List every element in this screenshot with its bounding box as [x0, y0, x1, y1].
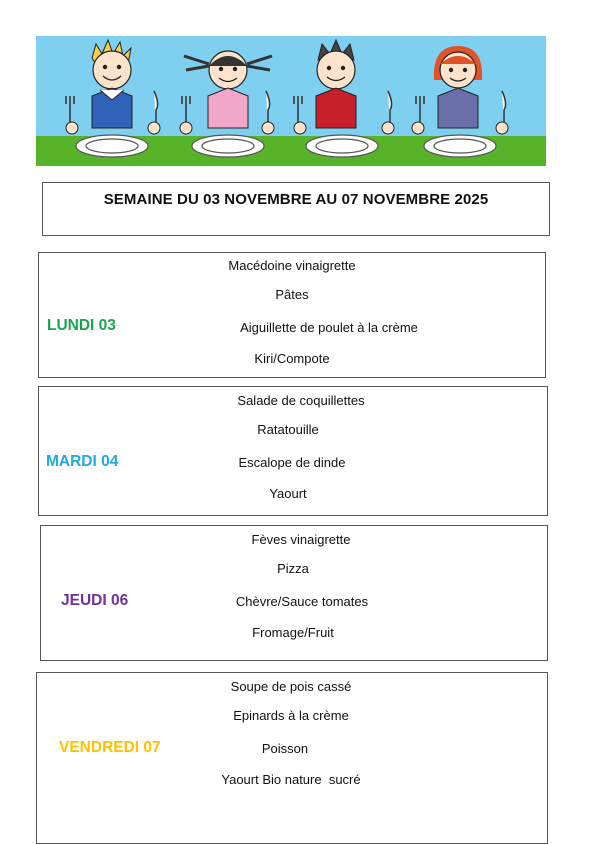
week-title: SEMAINE DU 03 NOVEMBRE AU 07 NOVEMBRE 2025: [103, 191, 489, 208]
dish-starter: Macédoine vinaigrette: [228, 258, 356, 273]
week-title-box: [42, 182, 550, 236]
dish-starter: Salade de coquillettes: [237, 393, 365, 408]
day-name-jeudi: JEUDI 06: [61, 592, 129, 609]
dish-main: Chèvre/Sauce tomates: [235, 594, 369, 609]
dish-dessert: Fromage/Fruit: [252, 625, 334, 640]
dish-side: Ratatouille: [257, 422, 319, 437]
day-box-vendredi: [36, 672, 548, 844]
children-at-table-illustration: [36, 36, 546, 166]
dish-main: Aiguillette de poulet à la crème: [240, 320, 418, 335]
dish-dessert: Yaourt Bio nature sucré: [221, 772, 361, 787]
day-name-vendredi: VENDREDI 07: [59, 739, 161, 756]
dish-side: Pâtes: [275, 287, 309, 302]
dish-main: Poisson: [261, 741, 309, 756]
dish-starter: Soupe de pois cassé: [230, 679, 352, 694]
dish-side: Epinards à la crème: [233, 708, 349, 723]
day-name-lundi: LUNDI 03: [47, 317, 116, 334]
dish-side: Pizza: [277, 561, 309, 576]
dish-dessert: Kiri/Compote: [254, 351, 330, 366]
day-name-mardi: MARDI 04: [46, 453, 119, 470]
dish-dessert: Yaourt: [269, 486, 307, 501]
dish-main: Escalope de dinde: [238, 455, 346, 470]
dish-starter: Fèves vinaigrette: [251, 532, 351, 547]
